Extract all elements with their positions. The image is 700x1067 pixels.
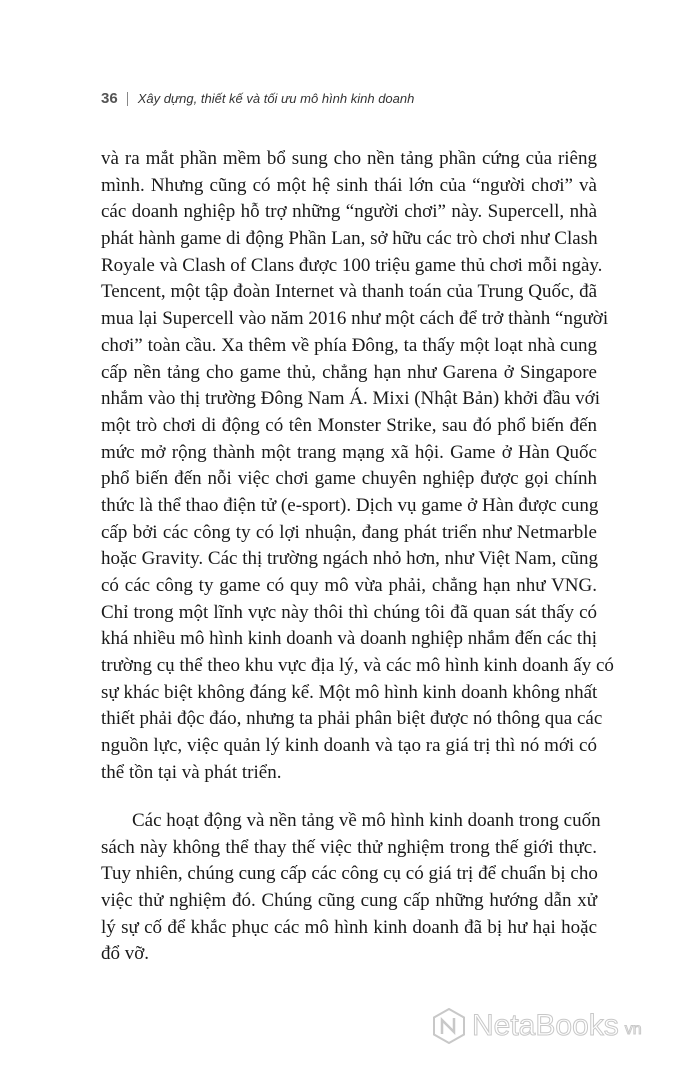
text-line: cấp nền tảng cho game thủ, chẳng hạn như Garena ở Singapore [101, 361, 597, 383]
paragraph-2 [101, 808, 601, 968]
text-line: mua lại Supercell vào năm 2016 như một cách để trở thành “người [101, 308, 609, 330]
text-line: thức là thể thao điện tử (e-sport). Dịch vụ game ở Hàn được cung [101, 494, 599, 516]
watermark-suffix: vn [624, 1021, 642, 1038]
text-line: phát hành game di động Phần Lan, sở hữu các trò chơi như Clash [101, 228, 598, 250]
text-line: lý sự cố để khắc phục các mô hình kinh doanh đã bị hư hại hoặc [101, 916, 597, 938]
text-line: sự khác biệt không đáng kể. Một mô hình kinh doanh không nhất [101, 681, 598, 703]
text-line: Các hoạt động và nền tảng về mô hình kinh doanh trong cuốn [132, 810, 601, 831]
text-line: phổ biến đến nỗi việc chơi game chuyên nghiệp được gọi chính [101, 468, 597, 490]
text-line: Chỉ trong một lĩnh vực này thôi thì chúng tôi đã quan sát thấy có [101, 601, 597, 623]
text-line: các doanh nghiệp hỗ trợ những “người chơi” này. Supercell, nhà [101, 201, 597, 223]
text-line: và ra mắt phần mềm bổ sung cho nền tảng phần cứng của riêng [101, 148, 597, 169]
text-line: đổ vỡ. [101, 943, 150, 965]
watermark-logo [432, 1008, 642, 1044]
text-line: sách này không thể thay thế việc thử nghiệm trong thế giới thực. [101, 836, 597, 858]
text-line: thể tồn tại và phát triển. [101, 761, 282, 783]
book-title: Xây dựng, thiết kế và tối ưu mô hình kinh doanh [137, 91, 415, 106]
text-line: khá nhiều mô hình kinh doanh và doanh nghiệp nhắm đến các thị [101, 628, 597, 650]
text-line: có các công ty game có quy mô vừa phải, chẳng hạn như VNG. [101, 575, 597, 596]
text-line: một trò chơi di động có tên Monster Strike, sau đó phổ biến đến [101, 414, 597, 436]
text-line: nhắm vào thị trường Đông Nam Á. Mixi (Nhật Bản) khởi đầu với [101, 388, 601, 410]
page-number: 36 [101, 90, 118, 107]
text-line: Royale và Clash of Clans được 100 triệu game thủ chơi mỗi ngày. [101, 254, 603, 276]
text-line: Tuy nhiên, chúng cung cấp các công cụ có giá trị để chuẩn bị cho [101, 863, 598, 885]
watermark-brand: NetaBooks [472, 1009, 619, 1042]
header-divider [127, 92, 128, 106]
paragraph-1 [101, 146, 614, 787]
text-line: cấp bởi các công ty có lợi nhuận, đang phát triển như Netmarble [101, 521, 597, 543]
text-line: thiết phải độc đáo, nhưng ta phải phân biệt được nó thông qua các [101, 708, 603, 730]
running-header [101, 90, 414, 107]
text-line: Tencent, một tập đoàn Internet và thanh toán của Trung Quốc, đã [101, 281, 597, 303]
text-line: hoặc Gravity. Các thị trường ngách nhỏ hơn, như Việt Nam, cũng [101, 548, 599, 570]
text-line: mình. Nhưng cũng có một hệ sinh thái lớn của “người chơi” và [101, 174, 597, 196]
text-line: chơi” toàn cầu. Xa thêm về phía Đông, ta thấy một loạt nhà cung [101, 334, 597, 356]
text-line: nguồn lực, việc quản lý kinh doanh và tạo ra giá trị thì nó mới có [101, 735, 597, 757]
text-line: mức mở rộng thành một trang mạng xã hội. Game ở Hàn Quốc [101, 441, 597, 463]
text-line: việc thử nghiệm đó. Chúng cũng cung cấp những hướng dẫn xử [101, 890, 597, 912]
text-line: trường cụ thể theo khu vực địa lý, và các mô hình kinh doanh ấy có [101, 655, 614, 677]
netabooks-logo-icon [432, 1008, 466, 1044]
